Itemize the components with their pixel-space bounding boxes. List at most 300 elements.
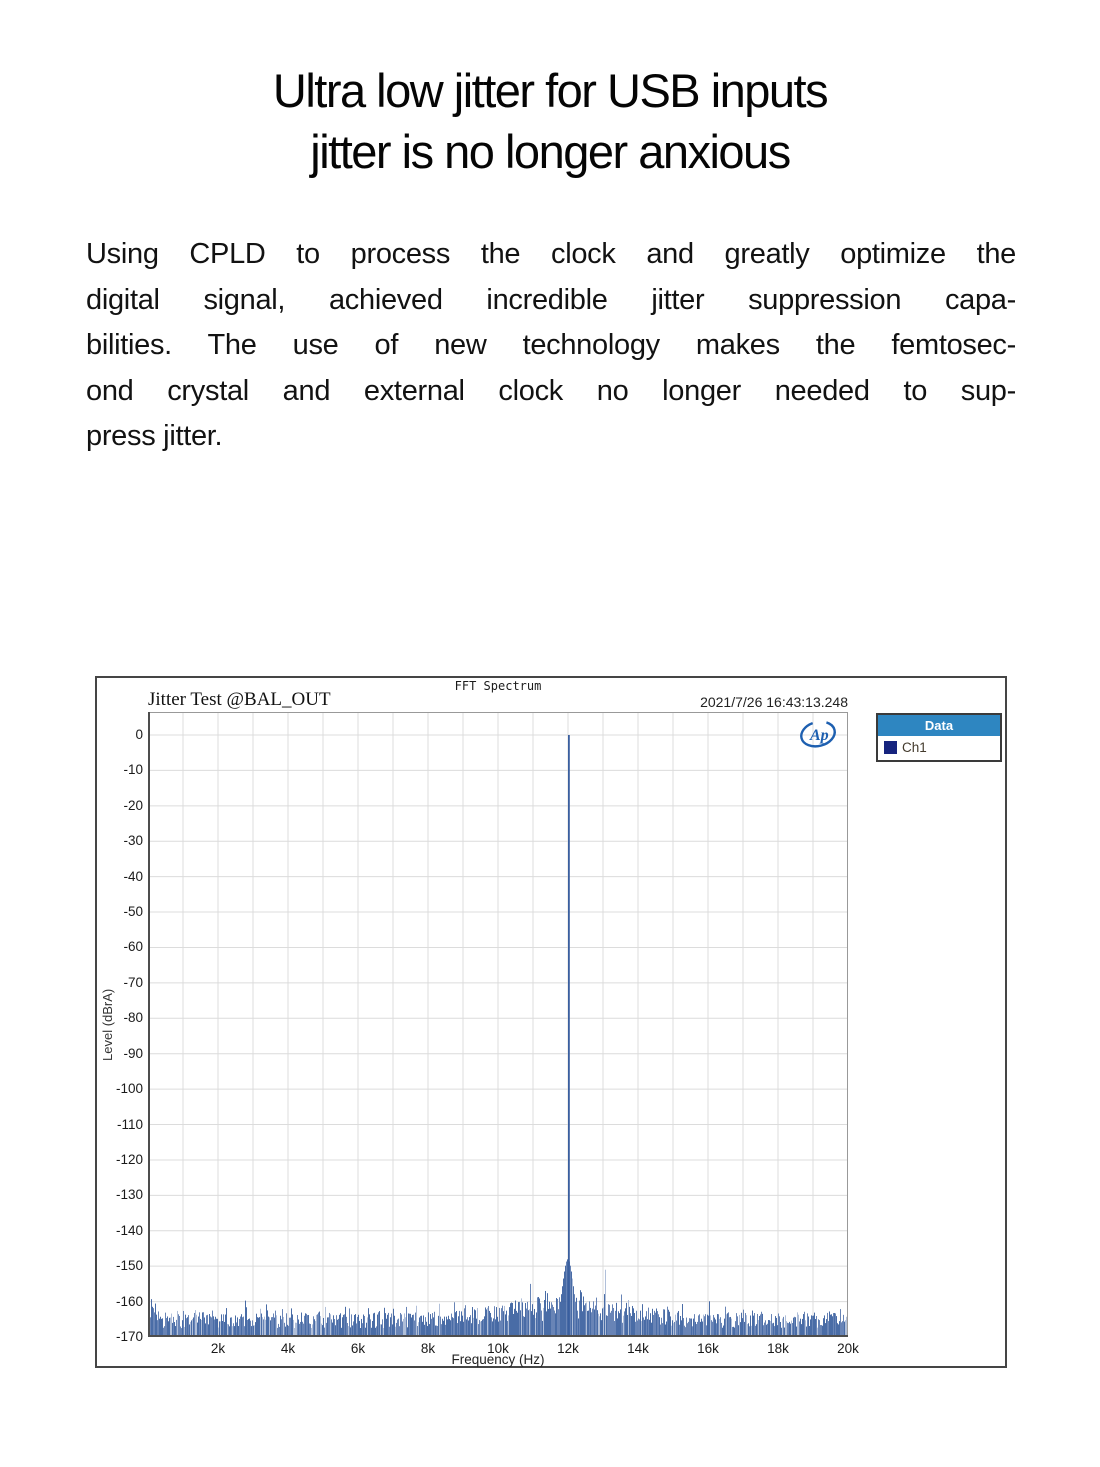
noise-bar (185, 1315, 186, 1337)
noise-bar (400, 1313, 401, 1337)
noise-bar (361, 1319, 362, 1337)
noise-bar (770, 1321, 771, 1337)
noise-bar (475, 1310, 476, 1337)
noise-bar (344, 1314, 345, 1337)
noise-bar (307, 1315, 308, 1337)
noise-bar (387, 1315, 388, 1337)
noise-bar (547, 1293, 548, 1337)
noise-bar (505, 1314, 506, 1337)
noise-bar (411, 1317, 412, 1337)
noise-bar (783, 1317, 784, 1337)
noise-bar (512, 1303, 513, 1337)
noise-bar (276, 1315, 277, 1337)
noise-bar (364, 1316, 365, 1337)
noise-bar (553, 1307, 554, 1337)
noise-bar (565, 1266, 566, 1337)
noise-bar (698, 1315, 699, 1337)
noise-bar (789, 1322, 790, 1337)
noise-bar (581, 1292, 582, 1337)
noise-bar (405, 1317, 406, 1337)
noise-bar (439, 1304, 440, 1337)
noise-bar (255, 1322, 256, 1337)
noise-bar (334, 1319, 335, 1337)
noise-bar (169, 1318, 170, 1337)
noise-bar (391, 1314, 392, 1337)
noise-bar (153, 1308, 154, 1337)
noise-bar (619, 1313, 620, 1337)
noise-bar (700, 1322, 701, 1337)
noise-bar (725, 1307, 726, 1337)
noise-bar (170, 1317, 171, 1337)
noise-bar (813, 1316, 814, 1337)
x-tick-label: 12k (557, 1341, 579, 1356)
noise-bar (605, 1270, 606, 1337)
noise-bar (332, 1323, 333, 1337)
noise-bar (511, 1303, 512, 1337)
noise-bar (736, 1313, 737, 1337)
noise-bar (650, 1313, 651, 1337)
noise-bar (572, 1279, 573, 1337)
noise-bar (452, 1317, 453, 1337)
noise-bar (701, 1319, 702, 1337)
noise-bar (592, 1309, 593, 1337)
noise-bar (205, 1323, 206, 1337)
noise-bar (812, 1316, 813, 1337)
noise-bar (224, 1322, 225, 1337)
noise-bar (648, 1308, 649, 1337)
x-tick-label: 10k (487, 1341, 509, 1356)
noise-bar (416, 1306, 417, 1337)
noise-bar (579, 1301, 580, 1337)
noise-bar (209, 1314, 210, 1337)
noise-bar (651, 1323, 652, 1337)
noise-bar (200, 1319, 201, 1337)
noise-bar (479, 1320, 480, 1337)
noise-bar (840, 1309, 841, 1337)
noise-bar (814, 1313, 815, 1337)
noise-bar (674, 1322, 675, 1337)
noise-bar (786, 1321, 787, 1337)
noise-bar (190, 1322, 191, 1337)
noise-bar (800, 1319, 801, 1337)
noise-bar (222, 1321, 223, 1337)
legend-channel-label: Ch1 (902, 740, 927, 755)
noise-bar (237, 1317, 238, 1337)
noise-bar (321, 1324, 322, 1337)
noise-bar (645, 1316, 646, 1337)
noise-bar (699, 1314, 700, 1337)
noise-bar (640, 1311, 641, 1337)
noise-bar (168, 1321, 169, 1337)
noise-bar (259, 1317, 260, 1337)
noise-bar (557, 1299, 558, 1337)
noise-bar (843, 1315, 844, 1337)
noise-bar (607, 1316, 608, 1337)
noise-bar (731, 1319, 732, 1337)
noise-bar (216, 1319, 217, 1337)
noise-bar (564, 1272, 565, 1337)
noise-bar (471, 1323, 472, 1337)
paragraph-line: press jitter. (86, 420, 223, 452)
noise-bar (363, 1315, 364, 1337)
noise-bar (687, 1323, 688, 1337)
noise-bar (419, 1317, 420, 1337)
noise-bar (178, 1314, 179, 1337)
noise-bar (540, 1303, 541, 1337)
noise-bar (741, 1313, 742, 1337)
noise-bar (613, 1308, 614, 1337)
noise-bar (569, 1262, 570, 1337)
noise-bar (715, 1319, 716, 1337)
noise-bar (195, 1310, 196, 1337)
noise-bar (340, 1313, 341, 1337)
noise-bar (639, 1319, 640, 1337)
noise-bar (539, 1298, 540, 1337)
noise-bar (637, 1320, 638, 1337)
body-paragraph (86, 232, 1016, 460)
noise-bar (284, 1323, 285, 1337)
noise-bar (176, 1320, 177, 1337)
page-title (0, 60, 1100, 182)
noise-bar (393, 1309, 394, 1337)
noise-bar (604, 1294, 605, 1337)
noise-bar (655, 1313, 656, 1337)
noise-bar (794, 1317, 795, 1337)
noise-bar (442, 1319, 443, 1337)
noise-bar (309, 1324, 310, 1337)
noise-bar (162, 1318, 163, 1337)
noise-bar (214, 1319, 215, 1337)
noise-bar (317, 1314, 318, 1337)
noise-bar (233, 1323, 234, 1337)
noise-bar (600, 1313, 601, 1337)
noise-bar (739, 1315, 740, 1337)
noise-bar (566, 1262, 567, 1337)
noise-bar (586, 1303, 587, 1337)
noise-bar (811, 1315, 812, 1337)
noise-bar (559, 1297, 560, 1337)
noise-bar (367, 1317, 368, 1337)
noise-bar (357, 1317, 358, 1337)
noise-bar (664, 1310, 665, 1337)
noise-bar (807, 1313, 808, 1337)
noise-bar (182, 1320, 183, 1337)
noise-bar (359, 1321, 360, 1337)
noise-bar (366, 1323, 367, 1337)
noise-bar (683, 1318, 684, 1337)
noise-bar (202, 1312, 203, 1337)
noise-bar (207, 1315, 208, 1337)
noise-bar (401, 1314, 402, 1337)
noise-bar (268, 1317, 269, 1337)
noise-bar (730, 1317, 731, 1337)
noise-bar (802, 1319, 803, 1337)
x-tick-label: 20k (837, 1341, 859, 1356)
noise-bar (688, 1322, 689, 1337)
noise-bar (252, 1320, 253, 1337)
noise-bar (710, 1315, 711, 1337)
noise-bar (625, 1308, 626, 1337)
noise-bar (342, 1317, 343, 1337)
noise-bar (161, 1319, 162, 1337)
noise-bar (472, 1307, 473, 1337)
noise-bar (221, 1314, 222, 1337)
x-tick-label: 2k (210, 1341, 226, 1356)
noise-bar (707, 1315, 708, 1337)
noise-bar (368, 1308, 369, 1337)
noise-bar (257, 1317, 258, 1337)
x-tick-label: 14k (627, 1341, 649, 1356)
noise-bar (302, 1322, 303, 1337)
noise-bar (828, 1321, 829, 1337)
noise-bar (495, 1319, 496, 1337)
noise-bar (489, 1311, 490, 1337)
noise-bar (823, 1318, 824, 1337)
x-axis-label: Frequency (Hz) (451, 1352, 545, 1367)
noise-bar (415, 1313, 416, 1337)
noise-bar (779, 1316, 780, 1337)
noise-bar (394, 1316, 395, 1337)
noise-bar (273, 1313, 274, 1337)
noise-bar (418, 1322, 419, 1337)
noise-bar (790, 1324, 791, 1337)
noise-bar (298, 1319, 299, 1337)
noise-bar (771, 1314, 772, 1337)
legend (876, 713, 1002, 762)
noise-bar (267, 1310, 268, 1337)
noise-bar (746, 1315, 747, 1337)
noise-bar (241, 1314, 242, 1337)
x-tick-label: 4k (280, 1341, 296, 1356)
noise-bar (635, 1322, 636, 1337)
noise-bar (646, 1311, 647, 1337)
y-tick-label: -90 (123, 1045, 143, 1061)
noise-bar (494, 1306, 495, 1337)
noise-bar (356, 1323, 357, 1337)
noise-bar (662, 1323, 663, 1337)
noise-bar (447, 1319, 448, 1337)
noise-bar (524, 1317, 525, 1337)
noise-bar (788, 1323, 789, 1337)
noise-bar (589, 1301, 590, 1337)
noise-bar (156, 1315, 157, 1337)
noise-bar (327, 1317, 328, 1337)
noise-bar (612, 1304, 613, 1337)
y-tick-label: -30 (123, 833, 143, 849)
noise-bar (712, 1322, 713, 1337)
noise-bar (562, 1286, 563, 1337)
noise-bar (597, 1310, 598, 1337)
noise-bar (768, 1320, 769, 1337)
noise-bar (752, 1311, 753, 1337)
noise-bar (588, 1311, 589, 1337)
x-tick-label: 6k (350, 1341, 366, 1356)
noise-bar (226, 1308, 227, 1337)
noise-bar (206, 1315, 207, 1337)
noise-bar (550, 1309, 551, 1337)
noise-bar (451, 1314, 452, 1337)
noise-bar (292, 1314, 293, 1337)
noise-bar (757, 1314, 758, 1337)
noise-bar (551, 1302, 552, 1337)
noise-bar (590, 1308, 591, 1337)
noise-bar (231, 1317, 232, 1337)
noise-bar (599, 1316, 600, 1337)
noise-bar (647, 1319, 648, 1337)
noise-bar (634, 1313, 635, 1337)
noise-bar (412, 1315, 413, 1337)
noise-bar (409, 1314, 410, 1337)
noise-bar (677, 1313, 678, 1337)
noise-bar (506, 1311, 507, 1337)
noise-bar (829, 1311, 830, 1337)
noise-bar (721, 1323, 722, 1337)
noise-bar (493, 1318, 494, 1337)
noise-bar (585, 1303, 586, 1337)
noise-bar (173, 1317, 174, 1337)
noise-bar (464, 1308, 465, 1337)
noise-bar (669, 1312, 670, 1337)
noise-bar (532, 1304, 533, 1337)
noise-bar (248, 1319, 249, 1337)
noise-bar (431, 1319, 432, 1337)
noise-bar (296, 1323, 297, 1337)
noise-bar (456, 1311, 457, 1337)
noise-bar (469, 1317, 470, 1337)
noise-bar (329, 1313, 330, 1337)
noise-bar (830, 1315, 831, 1337)
noise-bar (667, 1307, 668, 1337)
noise-bar (697, 1322, 698, 1337)
noise-bar (573, 1286, 574, 1337)
noise-bar (470, 1315, 471, 1337)
noise-bar (230, 1318, 231, 1337)
noise-bar (753, 1316, 754, 1337)
noise-bar (305, 1313, 306, 1337)
noise-bar (654, 1311, 655, 1337)
noise-bar (629, 1307, 630, 1337)
noise-bar (215, 1317, 216, 1337)
noise-bar (633, 1308, 634, 1337)
chart-test-label: Jitter Test @BAL_OUT (148, 689, 331, 710)
noise-bar (377, 1315, 378, 1337)
noise-bar (172, 1323, 173, 1337)
noise-bar (485, 1307, 486, 1337)
noise-bar (631, 1316, 632, 1337)
noise-bar (610, 1313, 611, 1337)
noise-bar (523, 1316, 524, 1337)
noise-bar (166, 1318, 167, 1337)
noise-bar (432, 1313, 433, 1337)
noise-bar (186, 1318, 187, 1337)
noise-bar (661, 1318, 662, 1337)
noise-bar (620, 1309, 621, 1337)
noise-bar (331, 1319, 332, 1337)
noise-bar (286, 1313, 287, 1337)
y-tick-label: -120 (115, 1151, 143, 1167)
noise-bar (535, 1318, 536, 1337)
noise-bar (760, 1314, 761, 1337)
noise-bar (587, 1311, 588, 1337)
noise-bar (262, 1317, 263, 1337)
noise-bar (346, 1317, 347, 1337)
noise-bar (810, 1319, 811, 1337)
noise-bar (567, 1259, 568, 1337)
noise-bar (718, 1314, 719, 1337)
noise-bar (275, 1311, 276, 1337)
noise-bar (450, 1320, 451, 1337)
noise-bar (538, 1297, 539, 1337)
noise-bar (836, 1316, 837, 1337)
noise-bar (403, 1319, 404, 1337)
noise-bar (460, 1321, 461, 1337)
noise-bar (320, 1316, 321, 1337)
noise-bar (656, 1308, 657, 1337)
noise-bar (776, 1318, 777, 1337)
noise-bar (714, 1318, 715, 1337)
noise-bar (289, 1318, 290, 1337)
noise-bar (406, 1307, 407, 1337)
noise-bar (295, 1323, 296, 1337)
noise-bar (772, 1323, 773, 1337)
noise-bar (496, 1307, 497, 1337)
noise-bar (386, 1319, 387, 1337)
noise-bar (761, 1312, 762, 1337)
ap-logo-icon (797, 719, 839, 751)
ch1-color-swatch-icon (884, 741, 897, 754)
noise-bar (530, 1284, 531, 1337)
main-tone-peak (568, 735, 570, 1337)
noise-bar (601, 1320, 602, 1337)
noise-bar (297, 1315, 298, 1337)
noise-bar (805, 1320, 806, 1337)
noise-bar (552, 1305, 553, 1337)
noise-bar (735, 1321, 736, 1337)
noise-bar (644, 1320, 645, 1337)
noise-bar (388, 1313, 389, 1337)
noise-bar (703, 1315, 704, 1337)
noise-bar (157, 1320, 158, 1337)
noise-bar (448, 1316, 449, 1337)
x-tick-label: 18k (767, 1341, 789, 1356)
noise-bar (791, 1321, 792, 1337)
legend-row (878, 736, 1000, 760)
noise-bar (414, 1320, 415, 1337)
noise-bar (373, 1313, 374, 1337)
noise-bar (250, 1321, 251, 1337)
noise-bar (498, 1322, 499, 1337)
noise-bar (598, 1314, 599, 1337)
noise-bar (686, 1318, 687, 1337)
noise-bar (488, 1306, 489, 1337)
noise-bar (724, 1319, 725, 1337)
noise-bar (737, 1316, 738, 1337)
noise-bar (473, 1318, 474, 1337)
noise-bar (593, 1301, 594, 1337)
noise-bar (628, 1300, 629, 1337)
noise-bar (293, 1320, 294, 1337)
page-title-line-1: Ultra low jitter for USB inputs (272, 64, 828, 117)
noise-bar (577, 1311, 578, 1337)
noise-bar (519, 1302, 520, 1337)
noise-bar (203, 1312, 204, 1337)
noise-bar (461, 1311, 462, 1337)
noise-bar (333, 1315, 334, 1337)
noise-bar (421, 1316, 422, 1337)
noise-bar (728, 1312, 729, 1337)
noise-bar (740, 1322, 741, 1337)
noise-bar (362, 1323, 363, 1337)
